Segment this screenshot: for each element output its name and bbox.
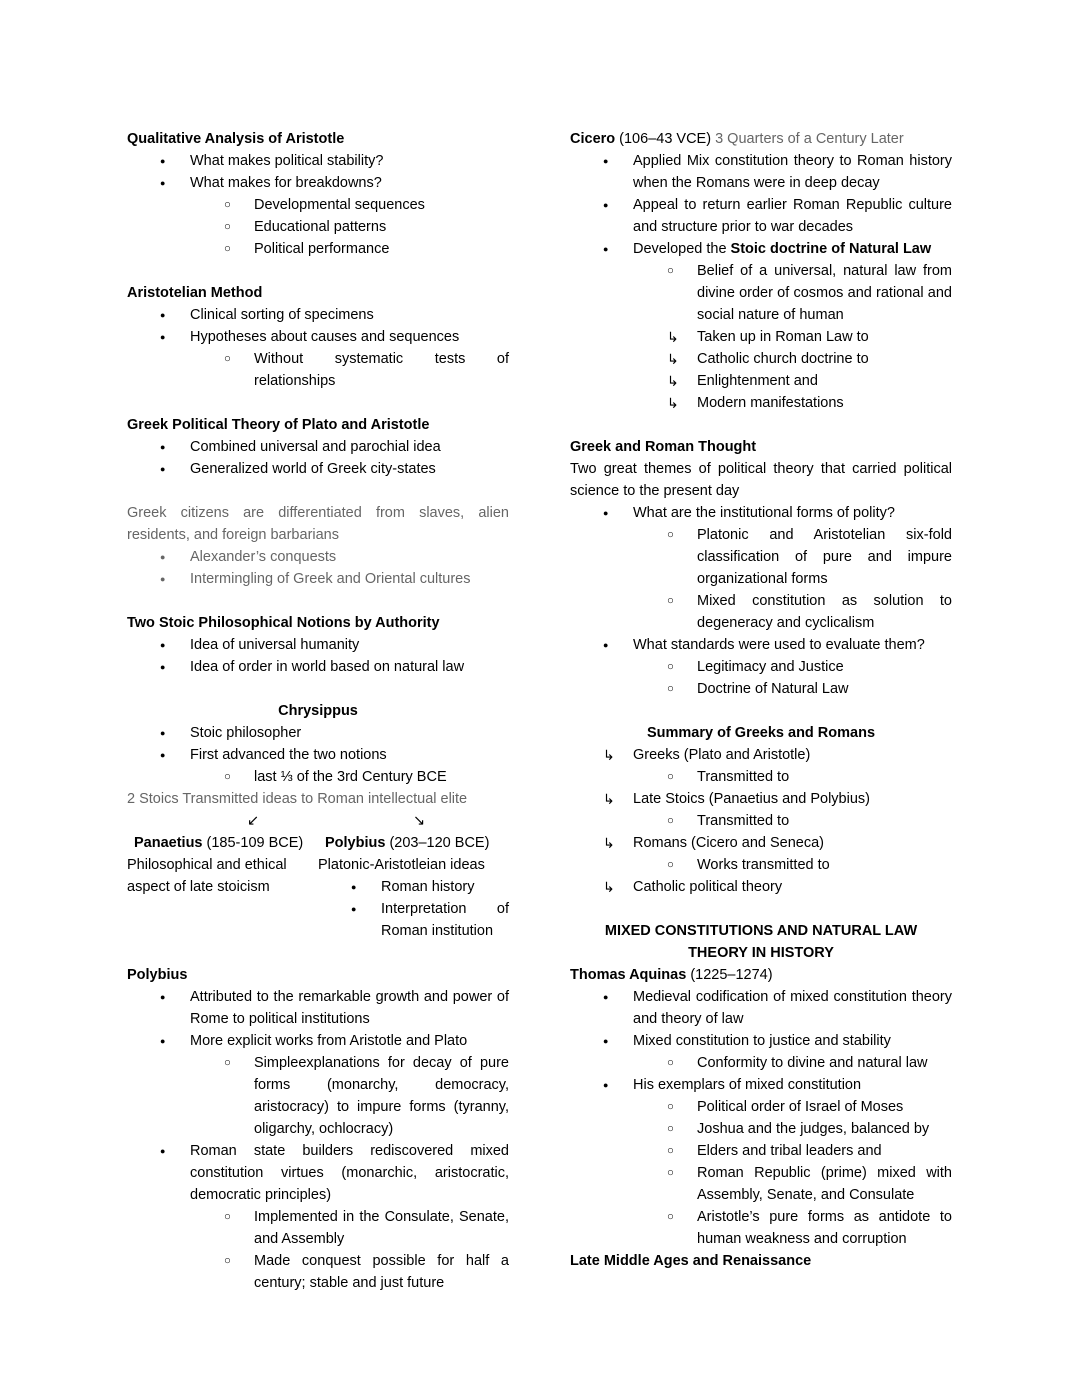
list-item-text: Enlightenment and xyxy=(697,373,818,389)
list-item xyxy=(127,194,509,216)
list-item xyxy=(570,986,952,1030)
paragraph: 2 Stoics Transmitted ideas to Roman intellectual elite xyxy=(127,791,468,807)
heading-line: THEORY IN HISTORY xyxy=(688,945,834,961)
disc-bullet-icon: ● xyxy=(351,882,357,892)
list-item-text xyxy=(633,238,952,260)
list-item xyxy=(570,150,952,194)
list-item-text: Made conquest possible for half a century; stable and just future xyxy=(254,1253,509,1291)
bullet-list xyxy=(570,986,952,1250)
bullet-list xyxy=(570,502,952,700)
list-item-text: Taken up in Roman Law to xyxy=(697,329,869,345)
comparison-body: Philosophical and ethical aspect of late stoicism xyxy=(127,857,287,895)
list-item-text: Appeal to return earlier Roman Republic culture and structure prior to war decades xyxy=(633,197,952,235)
list-item xyxy=(127,304,509,326)
list-item xyxy=(570,1118,952,1140)
list-item-text: Hypotheses about causes and sequences xyxy=(190,329,460,345)
list-item-text: Aristotle’s pure forms as antidote to human weakness and corruption xyxy=(697,1209,952,1247)
circle-bullet-icon: ○ xyxy=(667,1211,674,1223)
list-item xyxy=(570,590,952,634)
bullet-list xyxy=(127,986,509,1294)
circle-bullet-icon: ○ xyxy=(224,221,231,233)
comparison-title xyxy=(318,832,509,854)
list-item-text: Transmitted to xyxy=(697,813,790,829)
list-item xyxy=(318,898,509,942)
disc-bullet-icon: ● xyxy=(160,178,166,188)
list-item-text: First advanced the two notions xyxy=(190,747,387,763)
bullet-list xyxy=(127,436,509,480)
list-item xyxy=(127,766,509,788)
list-item xyxy=(570,744,952,766)
hook-arrow-icon: ↳ xyxy=(667,329,679,345)
blank-line xyxy=(570,700,952,722)
list-item-text: Interpretation of Roman institution xyxy=(381,901,509,939)
list-item-text: His exemplars of mixed constitution xyxy=(633,1077,862,1093)
disc-bullet-icon: ● xyxy=(603,640,609,650)
circle-bullet-icon: ○ xyxy=(667,1101,674,1113)
hook-arrow-icon: ↳ xyxy=(603,879,615,895)
list-item-text: Mixed constitution to justice and stability xyxy=(633,1033,891,1049)
circle-bullet-icon: ○ xyxy=(667,1145,674,1157)
comparison-left xyxy=(127,832,318,942)
bullet-list xyxy=(127,722,509,788)
comparison-title xyxy=(127,832,318,854)
blank-line xyxy=(127,392,509,414)
list-item-text: Transmitted to xyxy=(697,769,790,785)
list-item-text: Stoic philosopher xyxy=(190,725,302,741)
list-item xyxy=(570,524,952,590)
disc-bullet-icon: ● xyxy=(603,1036,609,1046)
section-heading: Chrysippus xyxy=(278,703,358,719)
list-item-text: Joshua and the judges, balanced by xyxy=(697,1121,930,1137)
list-item xyxy=(570,656,952,678)
list-item xyxy=(570,348,952,370)
blank-line xyxy=(127,678,509,700)
blank-line xyxy=(127,590,509,612)
text-run: (1225–1274) xyxy=(686,967,773,983)
list-item-text: Doctrine of Natural Law xyxy=(697,681,849,697)
blank-line xyxy=(570,414,952,436)
list-item xyxy=(318,876,509,898)
circle-bullet-icon: ○ xyxy=(667,1167,674,1179)
disc-bullet-icon: ● xyxy=(603,244,609,254)
disc-bullet-icon: ● xyxy=(160,464,166,474)
circle-bullet-icon: ○ xyxy=(667,265,674,277)
list-item-text: Generalized world of Greek city-states xyxy=(190,461,436,477)
list-item-text: Platonic and Aristotelian six-fold classification of pure and impure organizational forms xyxy=(697,527,952,587)
text-run: Polybius xyxy=(325,835,386,851)
section-heading xyxy=(570,920,952,964)
text-run: (106–43 VCE) xyxy=(615,131,716,147)
list-item xyxy=(570,370,952,392)
list-item xyxy=(570,634,952,656)
list-item-text: Conformity to divine and natural law xyxy=(697,1055,928,1071)
disc-bullet-icon: ● xyxy=(160,750,166,760)
list-item xyxy=(570,788,952,810)
list-item xyxy=(127,458,509,480)
list-item xyxy=(570,1162,952,1206)
disc-bullet-icon: ● xyxy=(160,662,166,672)
list-item xyxy=(570,392,952,414)
list-item xyxy=(570,260,952,326)
branch-arrows xyxy=(127,810,509,832)
hook-arrow-icon: ↳ xyxy=(667,373,679,389)
circle-bullet-icon: ○ xyxy=(667,815,674,827)
disc-bullet-icon: ● xyxy=(160,442,166,452)
list-item xyxy=(127,986,509,1030)
list-item-text: Attributed to the remarkable growth and power of Rome to political institutions xyxy=(190,989,509,1027)
disc-bullet-icon: ● xyxy=(160,156,166,166)
list-item xyxy=(127,546,509,568)
list-item xyxy=(127,216,509,238)
list-item xyxy=(127,722,509,744)
section-heading: Summary of Greeks and Romans xyxy=(646,725,876,741)
list-item-text: Greeks (Plato and Aristotle) xyxy=(633,747,811,763)
bullet-list xyxy=(127,150,509,260)
list-item-text: Educational patterns xyxy=(254,219,387,235)
right-column xyxy=(570,128,952,1272)
list-item-text: Intermingling of Greek and Oriental cultures xyxy=(190,571,471,587)
list-item-text: Developmental sequences xyxy=(254,197,425,213)
list-item xyxy=(570,238,952,260)
list-item-text: Elders and tribal leaders and xyxy=(697,1143,882,1159)
list-item-text: Late Stoics (Panaetius and Polybius) xyxy=(633,791,870,807)
list-item-text: Medieval codification of mixed constitution theory and theory of law xyxy=(633,989,952,1027)
list-item-text: Catholic church doctrine to xyxy=(697,351,869,367)
circle-bullet-icon: ○ xyxy=(667,595,674,607)
list-item-text: Works transmitted to xyxy=(697,857,830,873)
list-item xyxy=(127,744,509,766)
list-item-text: Idea of universal humanity xyxy=(190,637,360,653)
list-item-text: Legitimacy and Justice xyxy=(697,659,844,675)
list-item xyxy=(127,1030,509,1052)
list-item xyxy=(127,172,509,194)
circle-bullet-icon: ○ xyxy=(224,353,231,365)
list-item xyxy=(570,1030,952,1052)
list-item xyxy=(127,656,509,678)
hook-arrow-icon: ↳ xyxy=(603,835,615,851)
list-item-text: Roman history xyxy=(381,879,475,895)
disc-bullet-icon: ● xyxy=(603,156,609,166)
hook-arrow-icon: ↳ xyxy=(667,395,679,411)
list-item-text: Roman state builders rediscovered mixed constitution virtues (monarchic, aristocratic, democratic principles) xyxy=(190,1143,509,1203)
list-item-text: Belief of a universal, natural law from divine order of cosmos and rational and social nature of human xyxy=(697,263,952,323)
arrow-down-right-icon: ↘ xyxy=(413,813,426,829)
circle-bullet-icon: ○ xyxy=(667,1123,674,1135)
list-item xyxy=(570,854,952,876)
comparison-right xyxy=(318,832,509,942)
list-item xyxy=(570,1096,952,1118)
blank-line xyxy=(127,480,509,502)
text-run: Cicero xyxy=(570,131,616,147)
text-run: (185-109 BCE) xyxy=(202,835,304,851)
list-item xyxy=(127,634,509,656)
bullet-list xyxy=(127,546,509,590)
list-item-text: Simpleexplanations for decay of pure forms (monarchy, democracy, aristocracy) to impure forms (tyranny, oligarchy, ochlocracy) xyxy=(254,1055,509,1137)
disc-bullet-icon: ● xyxy=(603,992,609,1002)
list-item-text: Roman Republic (prime) mixed with Assembly, Senate, and Consulate xyxy=(697,1165,952,1203)
comparison-body: Platonic-Aristotleian ideas xyxy=(318,857,485,873)
disc-bullet-icon: ● xyxy=(351,904,357,914)
list-item xyxy=(570,810,952,832)
list-item xyxy=(127,436,509,458)
section-heading: Greek Political Theory of Plato and Aristotle xyxy=(127,417,430,433)
circle-bullet-icon: ○ xyxy=(224,1255,231,1267)
list-item xyxy=(127,150,509,172)
circle-bullet-icon: ○ xyxy=(667,661,674,673)
list-item-text: Romans (Cicero and Seneca) xyxy=(633,835,825,851)
list-item-text: Idea of order in world based on natural law xyxy=(190,659,465,675)
list-item xyxy=(127,1140,509,1206)
list-item xyxy=(570,832,952,854)
list-item xyxy=(570,1052,952,1074)
circle-bullet-icon: ○ xyxy=(667,683,674,695)
list-item-text: What standards were used to evaluate them? xyxy=(633,637,925,653)
list-item xyxy=(127,238,509,260)
circle-bullet-icon: ○ xyxy=(224,243,231,255)
disc-bullet-icon: ● xyxy=(160,574,166,584)
paragraph: Greek citizens are differentiated from slaves, alien residents, and foreign barbarians xyxy=(127,505,509,543)
hook-arrow-icon: ↳ xyxy=(603,791,615,807)
list-item-text: last ⅓ of the 3rd Century BCE xyxy=(254,769,447,785)
blank-line xyxy=(127,260,509,282)
list-item-text: Clinical sorting of specimens xyxy=(190,307,374,323)
two-column-comparison xyxy=(127,832,509,942)
list-item-text: Applied Mix constitution theory to Roman history when the Romans were in deep decay xyxy=(633,153,952,191)
list-item xyxy=(570,194,952,238)
text-run: Panaetius xyxy=(134,835,203,851)
disc-bullet-icon: ● xyxy=(603,1080,609,1090)
list-item xyxy=(570,502,952,524)
disc-bullet-icon: ● xyxy=(160,552,166,562)
list-item-text: Political order of Israel of Moses xyxy=(697,1099,904,1115)
disc-bullet-icon: ● xyxy=(160,1146,166,1156)
list-item xyxy=(127,568,509,590)
list-item xyxy=(127,1052,509,1140)
circle-bullet-icon: ○ xyxy=(224,199,231,211)
heading-line: MIXED CONSTITUTIONS AND NATURAL LAW xyxy=(604,923,918,939)
arrow-down-left-icon: ↙ xyxy=(247,813,260,829)
paragraph: Two great themes of political theory that carried political science to the present day xyxy=(570,461,952,499)
list-item xyxy=(127,1206,509,1250)
circle-bullet-icon: ○ xyxy=(667,1057,674,1069)
text-run: Thomas Aquinas xyxy=(570,967,687,983)
list-item xyxy=(570,876,952,898)
list-item xyxy=(127,348,509,392)
circle-bullet-icon: ○ xyxy=(224,1211,231,1223)
list-item xyxy=(570,326,952,348)
list-item-text: More explicit works from Aristotle and Plato xyxy=(190,1033,468,1049)
disc-bullet-icon: ● xyxy=(160,310,166,320)
disc-bullet-icon: ● xyxy=(603,200,609,210)
disc-bullet-icon: ● xyxy=(160,332,166,342)
circle-bullet-icon: ○ xyxy=(667,859,674,871)
circle-bullet-icon: ○ xyxy=(224,1057,231,1069)
list-item-text: Without systematic tests of relationships xyxy=(254,351,509,389)
disc-bullet-icon: ● xyxy=(160,1036,166,1046)
section-heading: Late Middle Ages and Renaissance xyxy=(570,1253,812,1269)
blank-line xyxy=(570,898,952,920)
disc-bullet-icon: ● xyxy=(603,508,609,518)
circle-bullet-icon: ○ xyxy=(224,771,231,783)
section-heading: Greek and Roman Thought xyxy=(570,439,757,455)
list-item-text: Combined universal and parochial idea xyxy=(190,439,441,455)
list-item-text: Catholic political theory xyxy=(633,879,783,895)
section-heading xyxy=(570,964,952,986)
section-heading: Qualitative Analysis of Aristotle xyxy=(127,131,345,147)
text-run: 3 Quarters of a Century Later xyxy=(715,131,904,147)
list-item-text: Alexander’s conquests xyxy=(190,549,337,565)
list-item-text: What are the institutional forms of polity? xyxy=(633,505,895,521)
list-item-text: Implemented in the Consulate, Senate, and Assembly xyxy=(254,1209,509,1247)
list-item-text: What makes for breakdowns? xyxy=(190,175,382,191)
list-item xyxy=(127,326,509,348)
list-item xyxy=(570,766,952,788)
text-run: Developed the xyxy=(633,241,731,257)
text-run: (203–120 BCE) xyxy=(385,835,490,851)
list-item xyxy=(570,1206,952,1250)
section-heading: Aristotelian Method xyxy=(127,285,263,301)
list-item-text: Modern manifestations xyxy=(697,395,844,411)
blank-line xyxy=(127,942,509,964)
text-run: Stoic doctrine of Natural Law xyxy=(730,241,932,257)
bullet-list xyxy=(570,150,952,414)
bullet-list xyxy=(127,304,509,392)
section-heading xyxy=(570,128,952,150)
circle-bullet-icon: ○ xyxy=(667,529,674,541)
list-item xyxy=(570,1074,952,1096)
bullet-list xyxy=(570,744,952,898)
list-item xyxy=(570,1140,952,1162)
list-item xyxy=(570,678,952,700)
disc-bullet-icon: ● xyxy=(160,728,166,738)
hook-arrow-icon: ↳ xyxy=(667,351,679,367)
circle-bullet-icon: ○ xyxy=(667,771,674,783)
list-item xyxy=(127,1250,509,1294)
left-column xyxy=(127,128,509,1294)
section-heading: Polybius xyxy=(127,967,188,983)
section-heading: Two Stoic Philosophical Notions by Authority xyxy=(127,615,440,631)
hook-arrow-icon: ↳ xyxy=(603,747,615,763)
bullet-list xyxy=(127,634,509,678)
list-item-text: Political performance xyxy=(254,241,390,257)
list-item-text: What makes political stability? xyxy=(190,153,384,169)
disc-bullet-icon: ● xyxy=(160,992,166,1002)
disc-bullet-icon: ● xyxy=(160,640,166,650)
list-item-text: Mixed constitution as solution to degeneracy and cyclicalism xyxy=(697,593,952,631)
